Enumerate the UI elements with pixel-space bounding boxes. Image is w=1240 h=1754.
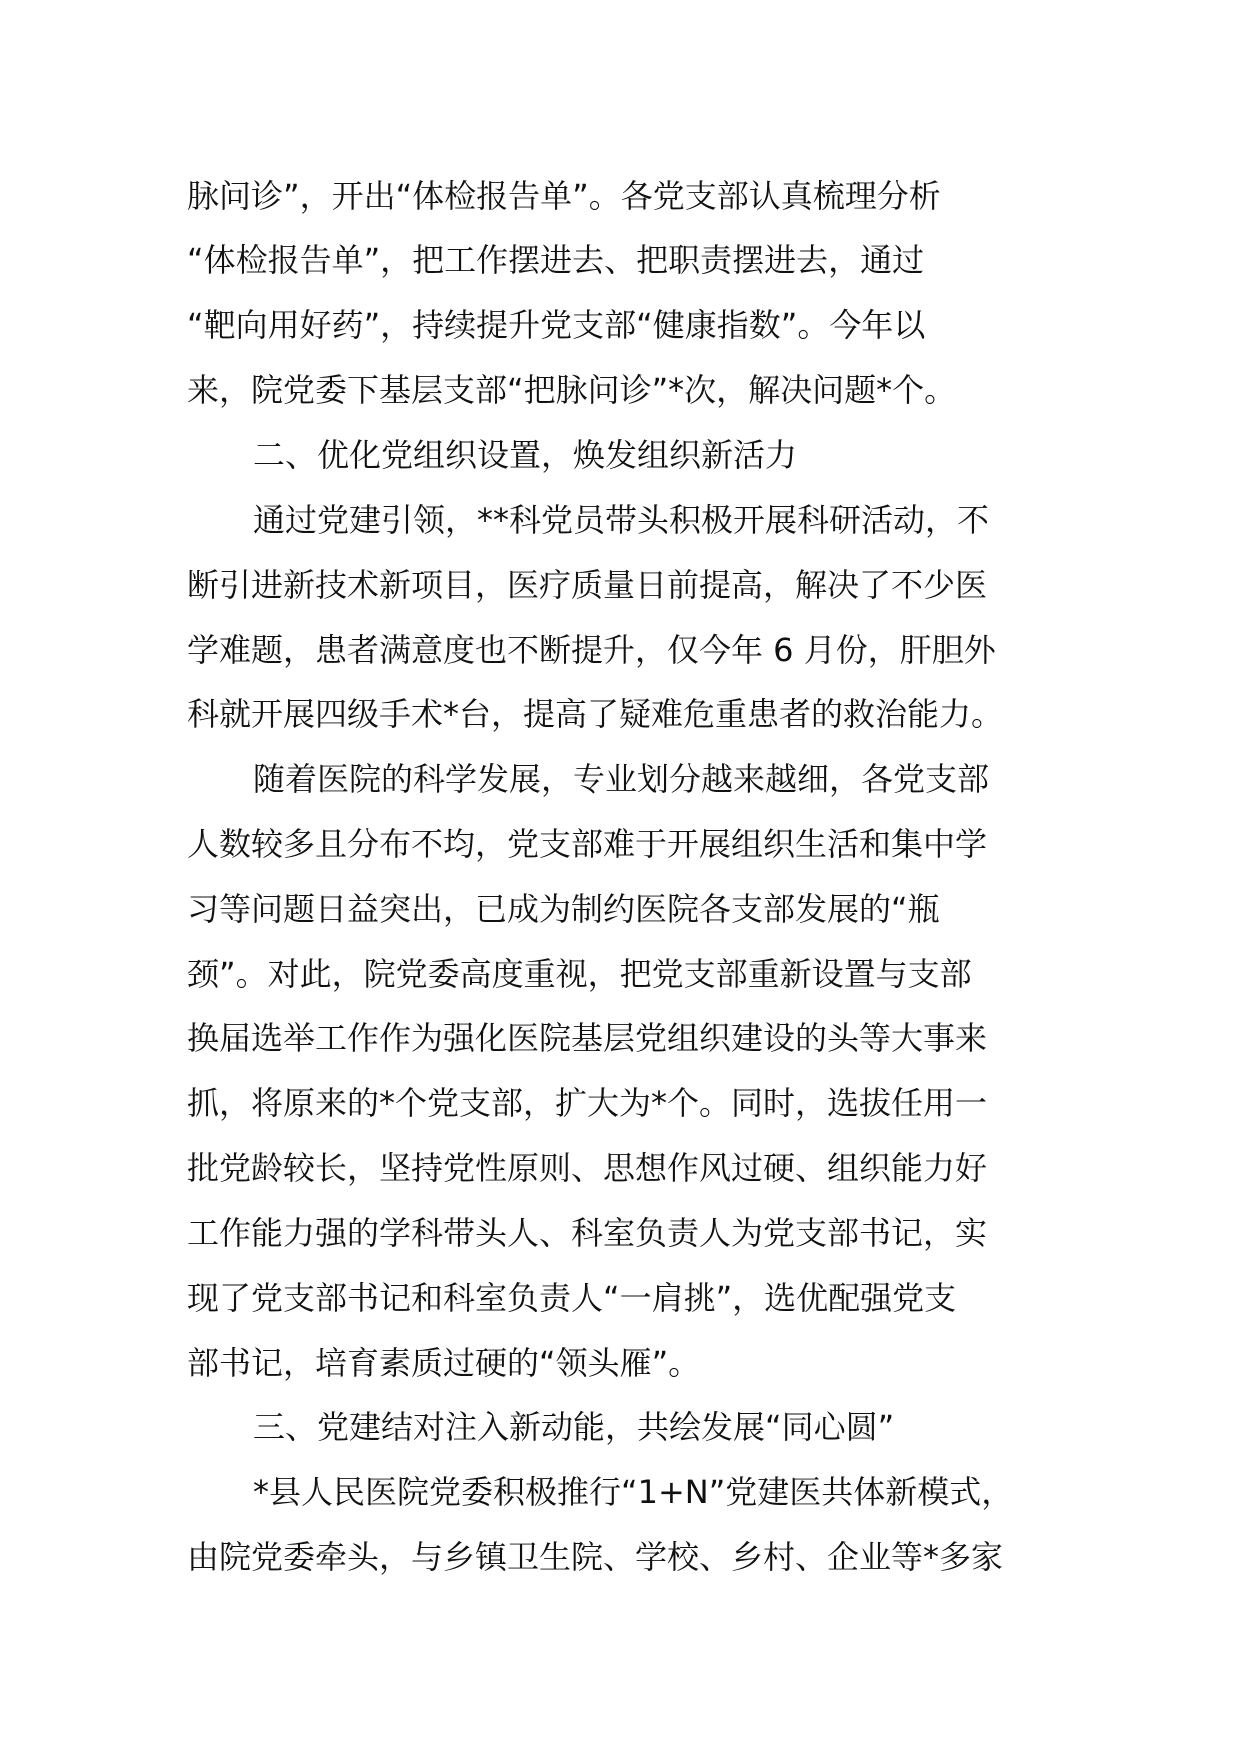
text-line-6: 通过党建引领，**科党员带头积极开展科研活动，不: [253, 501, 990, 539]
text-line-16: 批党龄较长，坚持党性原则、思想作风过硬、组织能力好: [187, 1149, 988, 1187]
text-line-10: 随着医院的科学发展，专业划分越来越细，各党支部: [253, 760, 990, 798]
section-heading-2: 二、优化党组织设置，焕发组织新活力: [253, 436, 798, 474]
text-line-9: 科就开展四级手术*台，提高了疑难危重患者的救治能力。: [187, 695, 1004, 733]
text-line-1: 脉问诊”，开出“体检报告单”。各党支部认真梳理分析: [187, 177, 941, 215]
text-line-21: *县人民医院党委积极推行“1+N”党建医共体新模式，: [253, 1473, 1014, 1511]
text-line-2: “体检报告单”，把工作摆进去、把职责摆进去，通过: [187, 241, 925, 279]
text-line-14: 换届选举工作作为强化医院基层党组织建设的头等大事来: [187, 1019, 988, 1057]
text-line-13: 颈”。对此，院党委高度重视，把党支部重新设置与支部: [187, 955, 972, 993]
text-line-22: 由院党委牵头，与乡镇卫生院、学校、乡村、企业等*多家: [187, 1538, 1004, 1576]
text-line-17: 工作能力强的学科带头人、科室负责人为党支部书记，实: [187, 1214, 988, 1252]
text-line-3: “靶向用好药”，持续提升党支部“健康指数”。今年以: [187, 306, 926, 344]
text-line-11: 人数较多且分布不均，党支部难于开展组织生活和集中学: [187, 825, 988, 863]
text-line-19: 部书记，培育素质过硬的“领头雁”。: [187, 1344, 701, 1382]
text-line-7: 断引进新技术新项目，医疗质量日前提高，解决了不少医: [187, 566, 988, 604]
text-line-8: 学难题，患者满意度也不断提升，仅今年 6 月份，肝胆外: [187, 631, 996, 669]
text-line-18: 现了党支部书记和科室负责人“一肩挑”，选优配强党支: [187, 1279, 957, 1317]
text-line-12: 习等问题日益突出，已成为制约医院各支部发展的“瓶: [187, 890, 940, 928]
text-line-4: 来，院党委下基层支部“把脉问诊”*次，解决问题*个。: [187, 371, 957, 409]
section-heading-3: 三、党建结对注入新动能，共绘发展“同心圆”: [253, 1408, 895, 1446]
text-line-15: 抓，将原来的*个党支部，扩大为*个。同时，选拔任用一: [187, 1084, 988, 1122]
